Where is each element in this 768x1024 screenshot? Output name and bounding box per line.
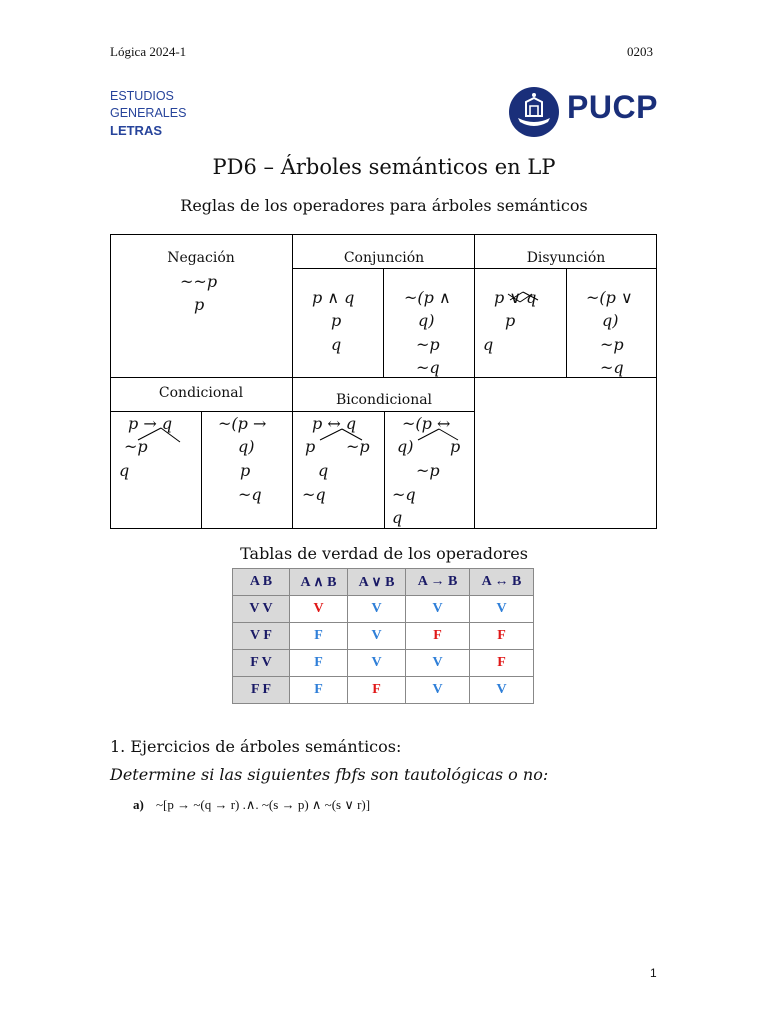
th-ab: A B <box>233 569 290 596</box>
cond-left-3: q <box>119 461 130 480</box>
conjuncion-header: Conjunción <box>343 250 425 266</box>
bicond-left-4: q <box>318 461 329 480</box>
disy-left-3: q <box>483 335 494 354</box>
table-row: V F F V F F <box>233 623 534 650</box>
bicond-left-1: p ↔ q <box>312 414 357 433</box>
cond-right-2: q) <box>238 437 255 456</box>
th-bicond: A ↔ B <box>470 569 534 596</box>
cond-left-2: ~p <box>124 437 148 456</box>
negacion-line2: p <box>194 295 205 314</box>
tree-branches <box>110 234 657 529</box>
conj-left-3: q <box>331 335 342 354</box>
section-instruction: Determine si las siguientes fbfs son tautológicas o no: <box>110 765 549 784</box>
page-title: PD6 – Árboles semánticos en LP <box>212 155 556 179</box>
bicond-left-2: p <box>305 437 316 456</box>
institution-name <box>110 88 186 139</box>
university-seal-icon <box>508 86 560 138</box>
disy-right-2: q) <box>602 311 619 330</box>
table-row: F V F V V F <box>233 650 534 677</box>
condicional-header: Condicional <box>158 385 244 401</box>
bicond-right-4: ~p <box>416 461 440 480</box>
bicond-right-2: q) <box>397 437 414 456</box>
bicond-right-6: q <box>392 508 403 527</box>
disy-right-4: ~q <box>600 358 624 377</box>
conj-right-2: q) <box>418 311 435 330</box>
bicond-right-3: p <box>450 437 461 456</box>
rules-table <box>110 234 657 529</box>
cond-right-4: ~q <box>238 485 262 504</box>
conj-left-1: p ∧ q <box>312 288 355 307</box>
th-and: A ∧ B <box>290 569 348 596</box>
conj-right-3: ~p <box>416 335 440 354</box>
conj-right-4: ~q <box>416 358 440 377</box>
truth-table-header <box>233 569 534 596</box>
bicond-right-1: ~(p ↔ <box>402 414 451 433</box>
header-course: Lógica 2024-1 <box>110 44 187 59</box>
section-title: 1. Ejercicios de árboles semánticos: <box>110 737 402 756</box>
th-cond: A → B <box>406 569 470 596</box>
disy-right-1: ~(p ∨ <box>586 288 633 307</box>
institution-line1: ESTUDIOS <box>110 89 174 103</box>
pucp-logo-text: PUCP <box>567 89 658 125</box>
institution-line2: GENERALES <box>110 106 187 120</box>
table-row: V V V V V V <box>233 596 534 623</box>
cond-right-1: ~(p → <box>218 414 267 433</box>
exercise-a-label: a) <box>133 797 144 812</box>
conj-right-1: ~(p ∧ <box>404 288 451 307</box>
truth-table-title: Tablas de verdad de los operadores <box>240 544 528 563</box>
exercise-a-formula: ~[p → ~(q → r) .∧. ~(s → p) ∧ ~(s ∨ r)] <box>156 797 371 812</box>
negacion-header: Negación <box>167 250 235 266</box>
disy-left-1: p ∨ q <box>494 288 537 307</box>
th-or: A ∨ B <box>348 569 406 596</box>
page-number: 1 <box>650 966 657 980</box>
bicond-right-5: ~q <box>392 485 416 504</box>
bicond-left-5: ~q <box>302 485 326 504</box>
cond-left-1: p → q <box>128 414 173 433</box>
institution-line3: LETRAS <box>110 123 162 138</box>
header-code: 0203 <box>627 44 653 59</box>
conj-left-2: p <box>331 311 342 330</box>
truth-table <box>232 568 534 704</box>
disyuncion-header: Disyunción <box>526 250 606 266</box>
disy-right-3: ~p <box>600 335 624 354</box>
bicond-left-3: ~p <box>346 437 370 456</box>
cond-right-3: p <box>240 461 251 480</box>
disy-left-2: p <box>505 311 516 330</box>
rules-title: Reglas de los operadores para árboles semánticos <box>180 196 588 215</box>
bicondicional-header: Bicondicional <box>335 392 433 408</box>
negacion-line1: ~~p <box>180 272 218 291</box>
table-row: F F F F V V <box>233 677 534 704</box>
